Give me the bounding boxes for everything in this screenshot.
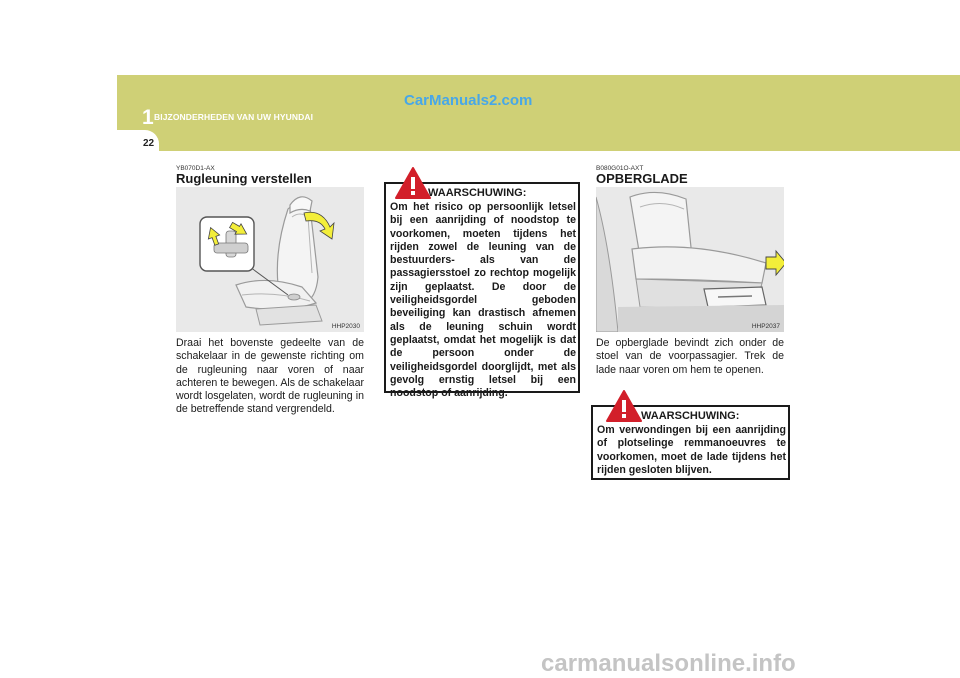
warning-box [384,182,580,400]
warning-title: WAARSCHUWING: [641,410,740,422]
storage-drawer-illustration [596,187,784,332]
section-code: B080G01O-AXT [596,165,644,172]
image-code: HHP2030 [331,323,360,330]
warning-text: Om het risico op persoonlijk letsel bij een aanrijding of noodstop te voorkomen, moeten tijdens het rijden zowel de leuning van de bestuurders- als van de passagiersstoel zo rechtop mogelijk zijn geplaatst. De door de veiligheidsgordel geboden beveiliging kan drastisch afnemen als de leuning schuin wordt geplaatst, omdat het mogelijk is dat de persoon onder de veiligheidsgordel doorglijdt, met als gevolg ernstig letsel bij een noodstop of aanrijding. [390,201,576,400]
watermark-bottom[interactable]: carmanualsonline.info [541,650,796,677]
section-body: De opberglade bevindt zich onder de stoel van de voorpassagier. Trek de lade naar voren om hem te openen. [596,337,784,376]
chapter-number: 1 [142,106,154,129]
section-code: YB070D1-AX [176,165,215,172]
warning-text: Om verwondingen bij een aanrijding of plotselinge remmanoeuvres te voorkomen, moet de lade tijdens het rijden gesloten blijven. [597,424,786,476]
warning-title: WAARSCHUWING: [428,187,527,199]
watermark-top[interactable]: CarManuals2.com [404,92,533,109]
section-body: Draai het bovenste gedeelte van de schakelaar in de gewenste richting om de rugleuning naar voren of naar achteren te bewegen. Als de schakelaar wordt losgelaten, wordt de rugleuning in de betreffende stand vergrendeld. [176,337,364,416]
page-number: 22 [143,138,155,149]
image-code: HHP2037 [751,323,780,330]
seat-illustration-svg [176,187,364,332]
warning-triangle-icon [605,389,643,428]
section-heading: OPBERGLADE [596,171,688,186]
section-heading: Rugleuning verstellen [176,171,312,186]
warning-triangle-icon [394,166,432,205]
chapter-title: BIJZONDERHEDEN VAN UW HYUNDAI [154,112,314,122]
yellow-arrow-icon [766,251,784,275]
seat-recline-illustration [176,187,364,332]
warning-box [591,405,790,480]
drawer-illustration-svg [596,187,784,332]
